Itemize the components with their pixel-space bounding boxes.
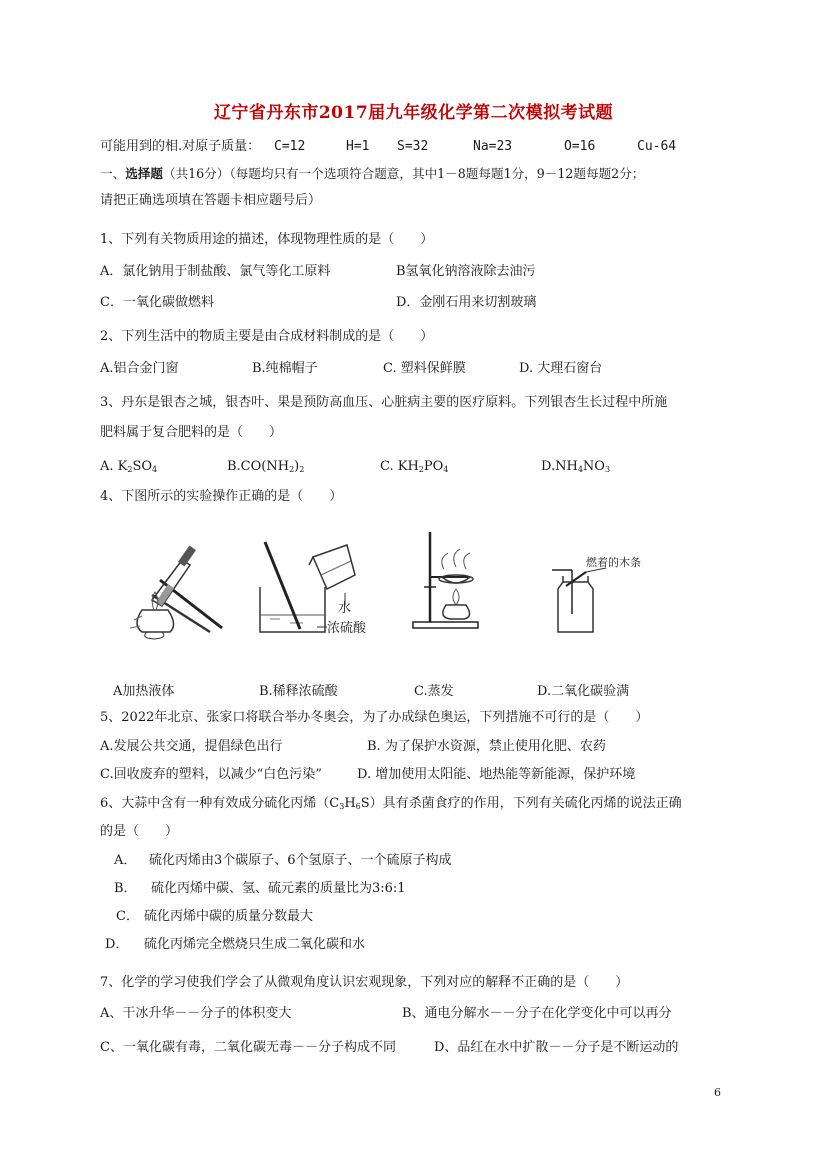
page-number: 6 — [714, 1086, 721, 1099]
q1-option-b: B氢氧化钠溶液除去油污 — [396, 264, 536, 279]
q5-option-c: C.回收废弃的塑料，以减少“白色污染” — [100, 767, 322, 782]
q6-stem-line2: 的是（ ） — [100, 824, 179, 839]
atomic-mass-s: S=32 — [397, 139, 429, 154]
atomic-mass-h: H=1 — [346, 139, 370, 154]
label-burning-stick: 燃着的木条 — [586, 556, 641, 569]
q2-option-c: C. 塑料保鲜膜 — [383, 361, 466, 376]
q3-a-text: A. K — [100, 459, 128, 474]
section-number: 一、 — [100, 166, 126, 181]
q4-option-a: A加热液体 — [113, 684, 175, 699]
atomic-mass-c: C=12 — [274, 139, 306, 154]
q3-c-sub2: 4 — [443, 465, 449, 474]
q2-option-a: A.铝合金门窗 — [100, 361, 179, 376]
label-water: 水 — [338, 601, 352, 616]
q3-d-sub1: 4 — [577, 465, 583, 474]
q4-option-c: C.蒸发 — [414, 684, 454, 699]
q6-option-c-label: C． — [116, 909, 139, 924]
q2-stem: 2、下列生活中的物质主要是由合成材料制成的是（ ） — [100, 329, 434, 344]
atomic-mass-cu: Cu-64 — [637, 139, 677, 154]
q7-stem: 7、化学的学习使我们学会了从微观角度认识宏观现象，下列对应的解释不正确的是（ ） — [100, 975, 629, 990]
q3-b-sub: 2 — [289, 465, 295, 474]
q5-stem: 5、2022年北京、张家口将联合举办冬奥会，为了办成绿色奥运，下列措施不可行的是（ ） — [100, 710, 649, 725]
q3-b-text: B.CO(NH — [227, 459, 290, 474]
q3-d-text: D.NH — [541, 459, 578, 474]
label-concentrated-sulfuric-acid: 浓硫酸 — [327, 621, 367, 636]
q4-option-d: D.二氧化碳验满 — [537, 684, 630, 699]
q2-option-d: D. 大理石窗台 — [519, 361, 603, 376]
q6-option-d-label: D． — [105, 937, 129, 952]
q2-option-b: B.纯棉帽子 — [252, 361, 318, 376]
q3-stem-line2: 肥料属于复合肥料的是（ ） — [100, 425, 283, 440]
q6-stem-a: 6、大蒜中含有一种有效成分硫化丙烯（C — [100, 796, 340, 811]
q3-c-sub1: 2 — [418, 465, 424, 474]
q6-option-b: 硫化丙烯中碳、氢、硫元素的质量比为3:6:1 — [151, 881, 406, 896]
q6-option-d: 硫化丙烯完全燃烧只生成二氧化碳和水 — [144, 937, 366, 952]
q4-stem: 4、下图所示的实验操作正确的是（ ） — [100, 489, 343, 504]
section-header — [100, 166, 644, 182]
q7-option-a: A、干冰升华－－分子的体积变大 — [100, 1006, 292, 1021]
q1-option-d: D．金刚石用来切割玻璃 — [396, 295, 537, 310]
page-title: 辽宁省丹东市2017届九年级化学第二次模拟考试题 — [213, 103, 614, 123]
q4-option-b: B.稀释浓硫酸 — [259, 684, 338, 699]
q3-option-b — [227, 459, 304, 478]
q3-b-end: ) — [294, 459, 300, 474]
section-instructions: （共16分）（每题均只有一个选项符合题意，其中1－8题每题1分，9－12题每题2分； — [162, 166, 645, 181]
q6-sub-c: 3 — [339, 802, 345, 811]
q3-d-mid: NO — [582, 459, 605, 474]
q7-option-d: D、品红在水中扩散－－分子是不断运动的 — [434, 1040, 679, 1055]
q5-option-d: D. 增加使用太阳能、地热能等新能源，保护环境 — [357, 767, 636, 782]
q5-option-a: A.发展公共交通，提倡绿色出行 — [100, 739, 283, 754]
q6-option-b-label: B． — [114, 881, 137, 896]
section-instructions-2: 请把正确选项填在答题卡相应题号后） — [100, 193, 322, 208]
q3-b-sub2: 2 — [299, 465, 305, 474]
q3-option-a — [100, 459, 157, 478]
q6-option-c: 硫化丙烯中碳的质量分数最大 — [144, 909, 314, 924]
atomic-mass-na: Na=23 — [473, 139, 513, 154]
q3-option-c — [380, 459, 448, 478]
q6-stem-line1 — [100, 796, 682, 815]
q3-d-sub2: 3 — [604, 465, 611, 474]
figure-evaporation — [408, 527, 488, 632]
q3-a-sub2: 4 — [152, 465, 158, 474]
q1-option-a: A．氯化钠用于制盐酸、氯气等化工原料 — [100, 264, 331, 279]
q3-c-mid: PO — [423, 459, 444, 474]
q3-a-sub1: 2 — [127, 465, 133, 474]
section-title: 选择题 — [125, 166, 163, 181]
q3-a-mid: SO — [132, 459, 153, 474]
q1-option-c: C．一氧化碳做燃料 — [100, 295, 214, 310]
q6-stem-b: H — [344, 796, 356, 811]
q7-option-b: B、通电分解水－－分子在化学变化中可以再分 — [402, 1006, 672, 1021]
figure-co2-test — [548, 554, 678, 639]
q3-stem-line1: 3、丹东是银杏之城，银杏叶、果是预防高血压、心脏病主要的医疗原料。下列银杏生长过程中所施 — [100, 395, 668, 410]
atomic-mass-o: O=16 — [564, 139, 596, 154]
q1-stem: 1、下列有关物质用途的描述，体现物理性质的是（ ） — [100, 232, 434, 247]
q6-option-a-label: A． — [114, 853, 137, 868]
q6-option-a: 硫化丙烯由3个碳原子、6个氢原子、一个硫原子构成 — [149, 853, 452, 868]
q6-sub-h: 6 — [355, 802, 361, 811]
q6-stem-c: S）具有杀菌食疗的作用，下列有关硫化丙烯的说法正确 — [360, 796, 682, 811]
atomic-mass-prefix: 可能用到的相.对原子质量： — [100, 139, 261, 154]
q7-option-c: C、一氧化碳有毒，二氧化碳无毒－－分子构成不同 — [100, 1040, 396, 1055]
q5-option-b: B. 为了保护水资源，禁止使用化肥、农药 — [367, 739, 606, 754]
q3-c-text: C. KH — [380, 459, 419, 474]
figure-dilute-acid — [255, 537, 380, 637]
figure-heating-liquid — [112, 540, 227, 640]
q3-option-d — [541, 459, 610, 478]
